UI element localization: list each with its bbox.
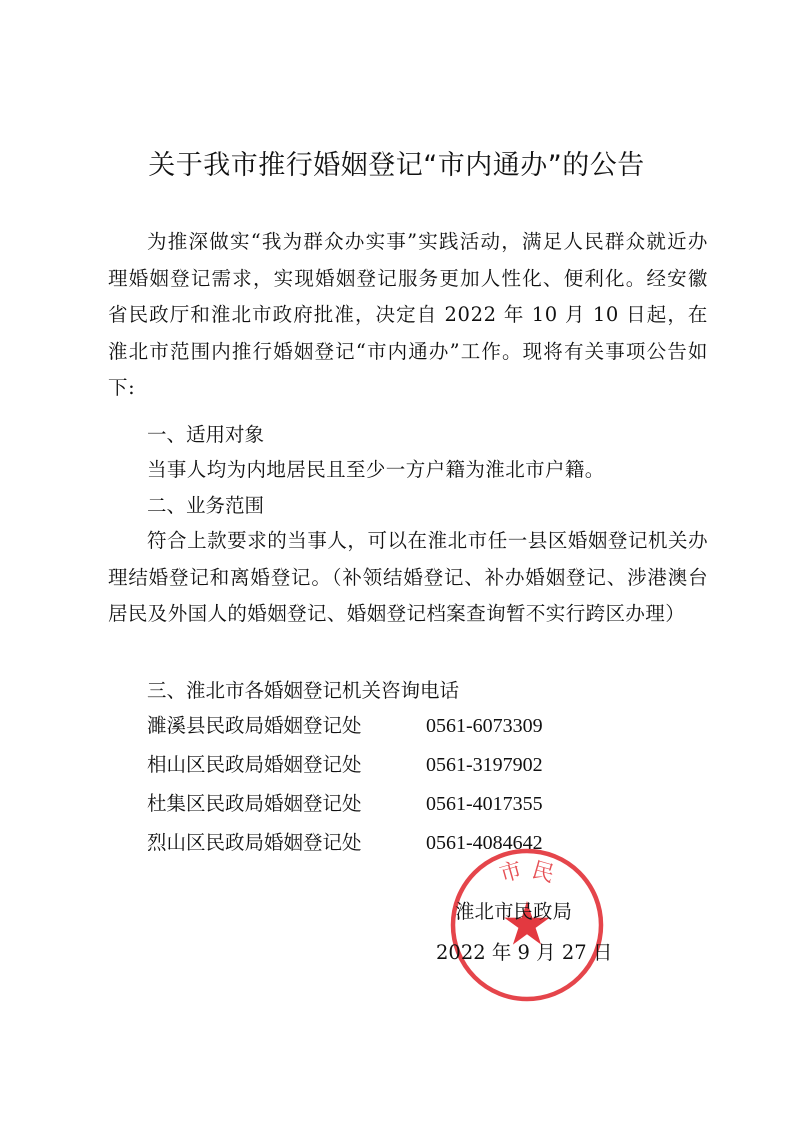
page-title: 关于我市推行婚姻登记“市内通办”的公告 bbox=[148, 150, 645, 181]
contact-office: 杜集区民政局婚姻登记处 bbox=[147, 792, 362, 815]
contact-row bbox=[147, 786, 607, 822]
issue-date: 2022 年 9 月 27 日 bbox=[436, 941, 613, 964]
contact-phone: 0561-4017355 bbox=[426, 793, 543, 815]
contact-row bbox=[147, 708, 607, 744]
section-heading-contacts: 三、淮北市各婚姻登记机关咨询电话 bbox=[147, 679, 460, 702]
section-body-business: 符合上款要求的当事人，可以在淮北市任一县区婚姻登记机关办理结婚登记和离婚登记。（补领结婚登记、补办婚姻登记、涉港澳台居民及外国人的婚姻登记、婚姻登记档案查询暂不实行跨区办理） bbox=[108, 529, 708, 625]
section-heading-scope: 一、适用对象 bbox=[147, 423, 265, 446]
contact-phone: 0561-6073309 bbox=[426, 715, 543, 737]
section-body-scope: 当事人均为内地居民且至少一方户籍为淮北市户籍。 bbox=[147, 458, 605, 481]
contact-office: 相山区民政局婚姻登记处 bbox=[147, 753, 362, 776]
seal-arc-text: 市 民 bbox=[496, 857, 558, 888]
section-heading-business: 二、业务范围 bbox=[147, 494, 265, 517]
issuer-name: 淮北市民政局 bbox=[455, 900, 573, 923]
contact-row bbox=[147, 747, 607, 783]
intro-paragraph: 为推深做实“我为群众办实事”实践活动，满足人民群众就近办理婚姻登记需求，实现婚姻登记服务更加人性化、便利化。经安徽省民政厅和淮北市政府批准，决定自 2022 年 10 月 10 日起，在淮北市范围内推行婚姻登记“市内通办”工作。现将有关事项公告如下: bbox=[108, 230, 708, 399]
contact-phone: 0561-4084642 bbox=[426, 832, 543, 854]
contact-office: 烈山区民政局婚姻登记处 bbox=[147, 831, 362, 854]
contact-office: 濉溪县民政局婚姻登记处 bbox=[147, 714, 362, 737]
contact-phone: 0561-3197902 bbox=[426, 754, 543, 776]
